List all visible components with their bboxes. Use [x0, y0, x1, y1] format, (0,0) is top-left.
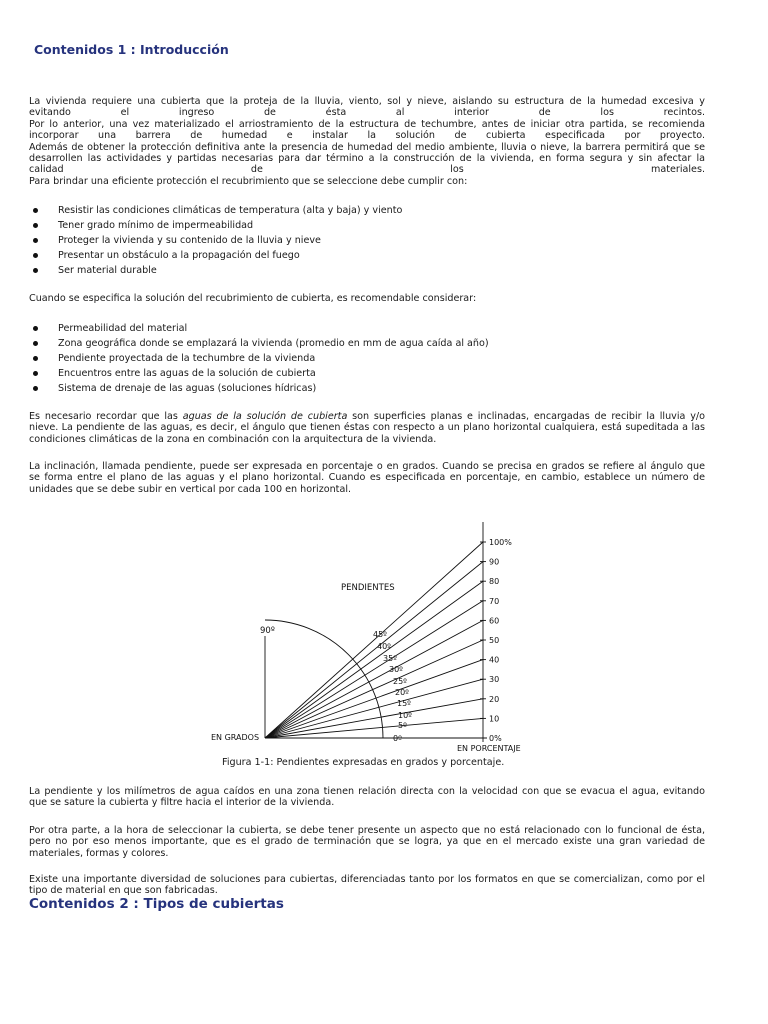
text-line: calidad de los materiales.	[29, 164, 705, 176]
considerations-intro	[29, 293, 705, 304]
section-heading-tipos: Contenidos 2 : Tipos de cubiertas	[29, 896, 284, 912]
list-item-text: Presentar un obstáculo a la propagación del fuego	[58, 250, 300, 261]
bullet-icon	[33, 253, 38, 258]
degree-label: 35º	[383, 654, 397, 663]
list-item	[29, 336, 489, 351]
text-line: desarrollen las actividades y partidas necesarias para dar término a la construcción de la vivienda, en forma segura y sin afectar la	[29, 153, 705, 165]
considerations-list	[29, 321, 489, 396]
list-item	[29, 218, 402, 233]
aguas-paragraph	[29, 411, 705, 445]
bullet-icon	[33, 223, 38, 228]
percent-tick-label: 0%	[489, 734, 502, 743]
list-item	[29, 381, 489, 396]
slope-line	[265, 718, 483, 738]
text-line: Además de obtener la protección definitiva ante la presencia de humedad del medio ambiente, lluvia o nieve, la barrera permitirá que se	[29, 141, 705, 153]
text-line: que se sature la cubierta y filtre hacia el interior de la vivienda.	[29, 797, 335, 809]
slope-labels	[373, 538, 512, 743]
text-line: Por lo anterior, una vez materializado el arriostramiento de la estructura de techumbre, antes de iniciar otra partida, se recomienda	[29, 118, 705, 130]
text-line: La pendiente y los milímetros de agua caídos en una zona tienen relación directa con la velocidad con que se evacua el agua, evitando	[29, 786, 705, 797]
slope-line	[265, 699, 483, 738]
text-segment: Es necesario recordar que las	[29, 411, 183, 422]
list-item	[29, 321, 489, 336]
intro-paragraph	[29, 96, 705, 187]
text-line: pero no por eso menos importante, que es el grado de terminación que se logra, ya que en el mercado existe una gran variedad de	[29, 836, 705, 848]
requirements-list	[29, 203, 402, 278]
degree-label: 5º	[398, 721, 407, 730]
diversity-paragraph	[29, 874, 705, 897]
emphasis-text: aguas de la solución de cubierta	[182, 411, 348, 422]
pendiente-paragraph	[29, 461, 705, 495]
degree-label: 10º	[398, 711, 412, 720]
slope-line	[265, 581, 483, 738]
figure-caption: Figura 1-1: Pendientes expresadas en grados y porcentaje.	[222, 757, 505, 768]
text-line: Existe una importante diversidad de soluciones para cubiertas, diferenciadas tanto por los formatos en que se comercializan, como por el	[29, 874, 705, 885]
text-line: evitando el ingreso de ésta al interior de los recintos.	[29, 107, 705, 119]
percent-tick-label: 100%	[489, 538, 512, 547]
degree-label: 45º	[373, 630, 387, 639]
bullet-icon	[33, 341, 38, 346]
text-line: materiales, formas y colores.	[29, 847, 169, 859]
list-item	[29, 351, 489, 366]
bullet-icon	[33, 371, 38, 376]
percent-tick-label: 90	[489, 557, 500, 567]
text-line: La vivienda requiere una cubierta que la proteja de la lluvia, viento, sol y nieve, aislando su estructura de la humedad excesiva y	[29, 96, 705, 107]
slope-line	[265, 601, 483, 738]
list-item-text: Proteger la vivienda y su contenido de la lluvia y nieve	[58, 235, 321, 246]
drainage-paragraph	[29, 786, 705, 809]
percent-tick-label: 30	[489, 675, 500, 685]
text-line	[29, 411, 705, 422]
text-line: se forma entre el plano de las aguas y el plano horizontal. Cuando es especificada en porcentaje, en cambio, establece un número de	[29, 472, 705, 484]
text-line: condiciones climáticas de la zona en combinación con la arquitectura de la vivienda.	[29, 433, 437, 445]
ninety-degree-label: 90º	[260, 626, 275, 636]
bullet-icon	[33, 386, 38, 391]
text-line: Cuando se especifica la solución del recubrimiento de cubierta, es recomendable considerar:	[29, 293, 477, 304]
degree-label: 20º	[395, 688, 409, 697]
percent-axis-label: EN PORCENTAJE	[457, 744, 521, 753]
bullet-icon	[33, 268, 38, 273]
bullet-icon	[33, 238, 38, 243]
degree-label: 25º	[393, 677, 407, 686]
percent-tick-label: 10	[489, 714, 500, 724]
percent-tick-label: 60	[489, 616, 500, 626]
text-line: Por otra parte, a la hora de seleccionar la cubierta, se debe tener presente un aspecto que no está relacionado con lo funcional de ésta,	[29, 825, 705, 836]
list-item	[29, 248, 402, 263]
text-line: incorporar una barrera de humedad e instalar la solución de cubierta especificada por proyecto.	[29, 130, 705, 142]
text-line: unidades que se debe subir en vertical por cada 100 en horizontal.	[29, 483, 352, 495]
list-item-text: Resistir las condiciones climáticas de temperatura (alta y baja) y viento	[58, 205, 403, 216]
list-item	[29, 233, 402, 248]
degrees-axis-label: EN GRADOS	[211, 733, 260, 742]
list-item-text: Encuentros entre las aguas de la solución de cubierta	[58, 368, 316, 379]
degree-label: 30º	[389, 665, 403, 674]
degree-label: 40º	[377, 642, 391, 651]
list-item	[29, 366, 489, 381]
degree-label: 15º	[397, 699, 411, 708]
list-item-text: Pendiente proyectada de la techumbre de la vivienda	[58, 353, 316, 364]
text-line: Para brindar una eficiente protección el recubrimiento que se seleccione debe cumplir con:	[29, 175, 468, 187]
slope-line	[265, 640, 483, 738]
percent-tick-label: 50	[489, 636, 500, 645]
percent-tick-label: 80	[489, 577, 500, 587]
bullet-icon	[33, 208, 38, 213]
percent-tick-label: 40	[489, 655, 500, 665]
diagram-title: PENDIENTES	[341, 583, 395, 593]
percent-tick-label: 20	[489, 694, 500, 704]
section-heading-intro: Contenidos 1 : Introducción	[34, 42, 229, 57]
text-segment: son superficies planas e inclinadas, encargadas de recibir la lluvia y/o	[347, 411, 705, 422]
list-item-text: Zona geográfica donde se emplazará la vivienda (promedio en mm de agua caída al año)	[58, 338, 489, 349]
slope-line	[265, 660, 483, 738]
list-item-text: Tener grado mínimo de impermeabilidad	[58, 220, 254, 231]
slopes-diagram	[205, 518, 535, 754]
text-line: La inclinación, llamada pendiente, puede ser expresada en porcentaje o en grados. Cuando se precisa en grados se refiere al ángulo que	[29, 461, 705, 472]
text-line: nieve. La pendiente de las aguas, es decir, el ángulo que tienen éstas con respecto a un plano horizontal cualquiera, está supeditada a las	[29, 422, 705, 434]
list-item-text: Permeabilidad del material	[58, 323, 188, 334]
list-item	[29, 263, 402, 278]
bullet-icon	[33, 326, 38, 331]
finish-paragraph	[29, 825, 705, 859]
list-item	[29, 203, 402, 218]
degree-label: 0º	[393, 734, 402, 743]
list-item-text: Ser material durable	[58, 265, 157, 276]
percent-tick-label: 70	[489, 596, 500, 606]
text-line: tipo de material en que son fabricadas.	[29, 885, 218, 897]
list-item-text: Sistema de drenaje de las aguas (soluciones hídricas)	[58, 383, 317, 394]
bullet-icon	[33, 356, 38, 361]
